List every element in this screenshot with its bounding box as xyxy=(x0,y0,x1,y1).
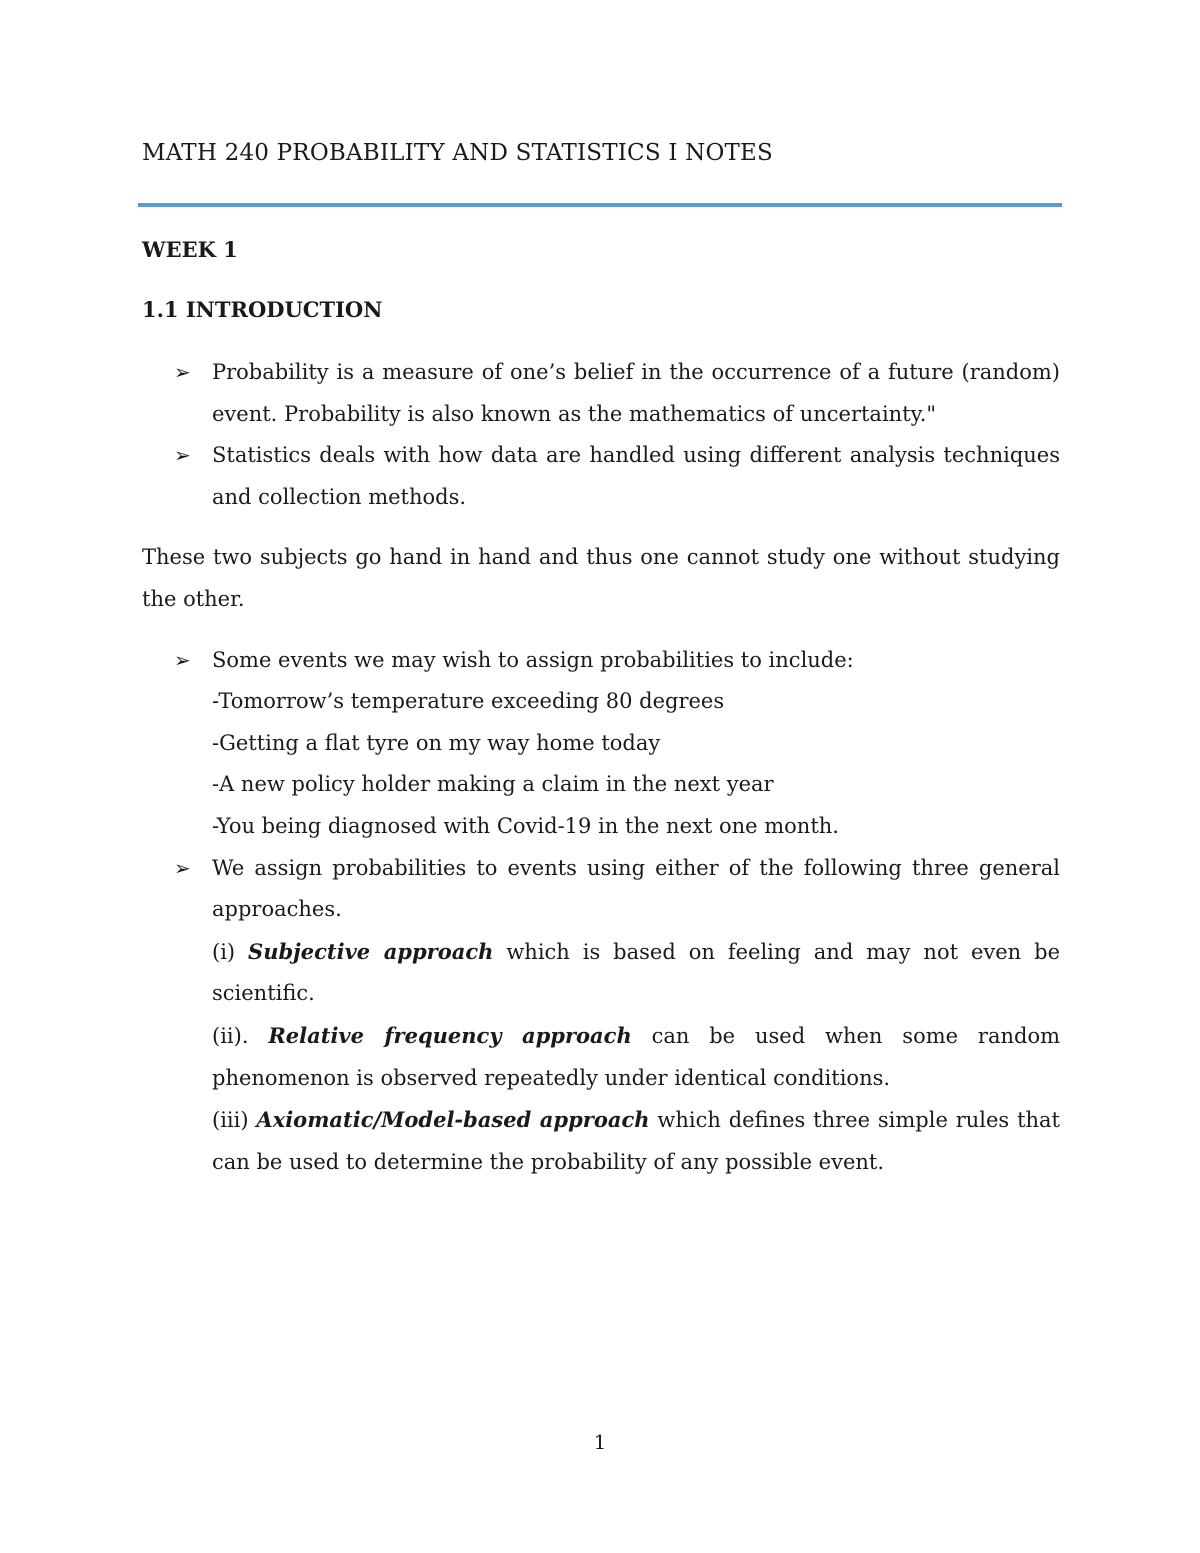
approach-term: Axiomatic/Model-based approach xyxy=(256,1107,650,1133)
content-body xyxy=(142,352,1060,1183)
bullet-text: Probability is a measure of one’s belief in the occurrence of a future (random) event. Probability is also known as the mathematics of uncertainty." xyxy=(212,360,1060,426)
event-item: -You being diagnosed with Covid-19 in the next one month. xyxy=(212,813,839,838)
arrowhead-bullet-icon: ➢ xyxy=(174,855,191,880)
document-title: MATH 240 PROBABILITY AND STATISTICS I NOTES xyxy=(142,140,773,166)
approach-item-axiomatic xyxy=(212,1099,1060,1183)
approach-term: Relative frequency approach xyxy=(268,1022,632,1048)
events-intro: Some events we may wish to assign probabilities to include: xyxy=(212,647,854,672)
section-heading: 1.1 INTRODUCTION xyxy=(142,297,383,322)
bullet-text: Statistics deals with how data are handled using different analysis techniques and collection methods. xyxy=(212,443,1060,509)
bullet-item-approaches xyxy=(142,848,1060,1184)
bullet-item-events xyxy=(142,640,1060,848)
paragraph-hand-in-hand: These two subjects go hand in hand and thus one cannot study one without studying the other. xyxy=(142,545,1060,611)
week-heading: WEEK 1 xyxy=(142,237,238,262)
approaches-intro: We assign probabilities to events using either of the following three general approaches. xyxy=(212,855,1060,922)
arrowhead-bullet-icon: ➢ xyxy=(174,443,191,468)
approach-prefix: (iii) xyxy=(212,1108,257,1133)
bullet-item-probability xyxy=(142,352,1060,435)
approach-item-subjective xyxy=(212,931,1060,1015)
approach-text: which is based on feeling and may not even be scientific. xyxy=(212,939,1060,1006)
event-item: -Getting a flat tyre on my way home today xyxy=(212,730,661,755)
approach-term: Subjective approach xyxy=(248,938,494,964)
approach-text: which defines three simple rules that can be used to determine the probability of any possible event. xyxy=(212,1108,1060,1174)
bullet-item-statistics xyxy=(142,435,1060,518)
arrowhead-bullet-icon: ➢ xyxy=(174,647,191,672)
event-item: -Tomorrow’s temperature exceeding 80 degrees xyxy=(212,689,725,714)
approach-text: can be used when some random phenomenon is observed repeatedly under identical conditions. xyxy=(212,1023,1060,1090)
approach-prefix: (ii). xyxy=(212,1023,269,1048)
page-number: 1 xyxy=(593,1430,607,1454)
header-rule xyxy=(138,203,1062,207)
approach-item-relative-frequency xyxy=(212,1015,1060,1099)
event-item: -A new policy holder making a claim in the next year xyxy=(212,772,774,797)
arrowhead-bullet-icon: ➢ xyxy=(174,360,191,384)
approach-prefix: (i) xyxy=(212,939,249,964)
